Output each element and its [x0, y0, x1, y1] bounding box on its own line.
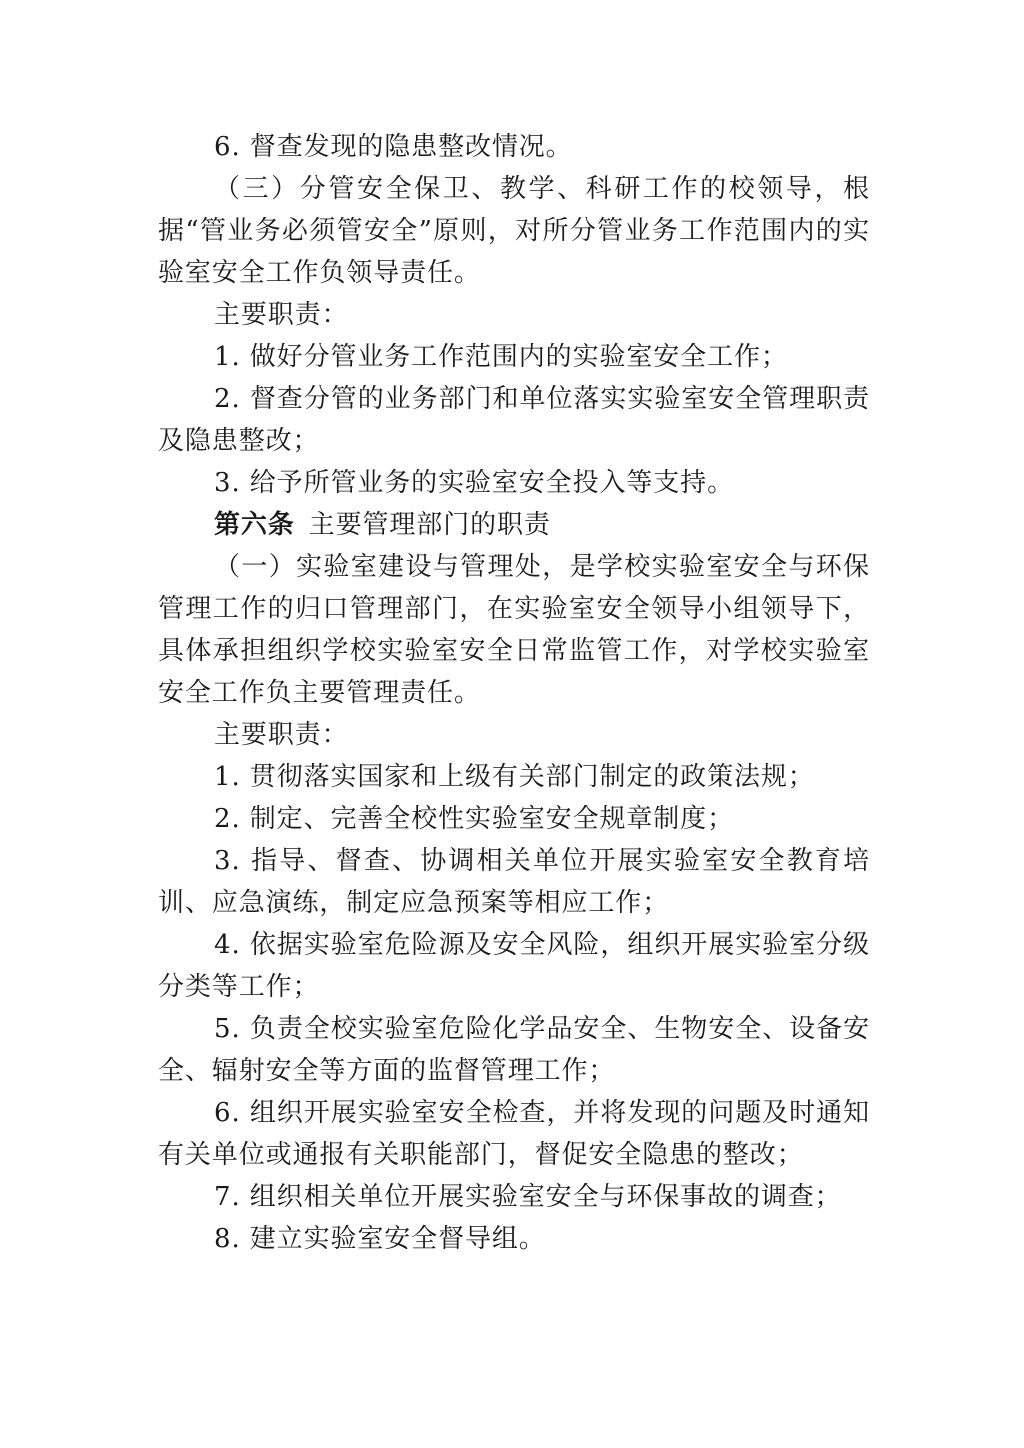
paragraph-section-3-school-leaders: （三）分管安全保卫、教学、科研工作的校领导，根据“管业务必须管安全”原则，对所分管业务工作范围内的实验室安全工作负领导责任。	[158, 174, 870, 288]
article-label: 第六条	[214, 510, 295, 540]
paragraph-office-duty-5: 5. 负责全校实验室危险化学品安全、生物安全、设备安全、辐射安全等方面的监督管理工作；	[158, 1014, 870, 1086]
article-title: 主要管理部门的职责	[308, 510, 551, 540]
paragraph-office-duty-7: 7. 组织相关单位开展实验室安全与环保事故的调查；	[214, 1182, 842, 1212]
paragraph-duty-1: 1. 做好分管业务工作范围内的实验室安全工作；	[214, 342, 788, 372]
paragraph-section-1-lab-management-office: （一）实验室建设与管理处，是学校实验室安全与环保管理工作的归口管理部门，在实验室安全领导小组领导下，具体承担组织学校实验室安全日常监管工作，对学校实验室安全工作负主要管理责任。	[158, 552, 870, 708]
article-6-heading	[158, 504, 870, 546]
paragraph-item-6-hazard-rectification: 6. 督查发现的隐患整改情况。	[214, 132, 573, 162]
paragraph-duty-2: 2. 督查分管的业务部门和单位落实实验室安全管理职责及隐患整改；	[158, 384, 870, 456]
document-body	[158, 126, 870, 1260]
paragraph-office-duty-8: 8. 建立实验室安全督导组。	[214, 1224, 546, 1254]
paragraph-duty-3: 3. 给予所管业务的实验室安全投入等支持。	[214, 468, 734, 498]
paragraph-office-duty-1: 1. 贯彻落实国家和上级有关部门制定的政策法规；	[214, 762, 815, 792]
paragraph-office-duty-4: 4. 依据实验室危险源及安全风险，组织开展实验室分级分类等工作；	[158, 930, 870, 1002]
paragraph-office-duty-6: 6. 组织开展实验室安全检查，并将发现的问题及时通知有关单位或通报有关职能部门，督促安全隐患的整改；	[158, 1098, 870, 1170]
paragraph-office-duty-2: 2. 制定、完善全校性实验室安全规章制度；	[214, 804, 734, 834]
paragraph-office-duty-3: 3. 指导、督查、协调相关单位开展实验室安全教育培训、应急演练，制定应急预案等相应工作；	[158, 846, 870, 918]
paragraph-main-duties-heading: 主要职责：	[214, 300, 349, 330]
paragraph-main-duties-heading-2: 主要职责：	[214, 720, 349, 750]
